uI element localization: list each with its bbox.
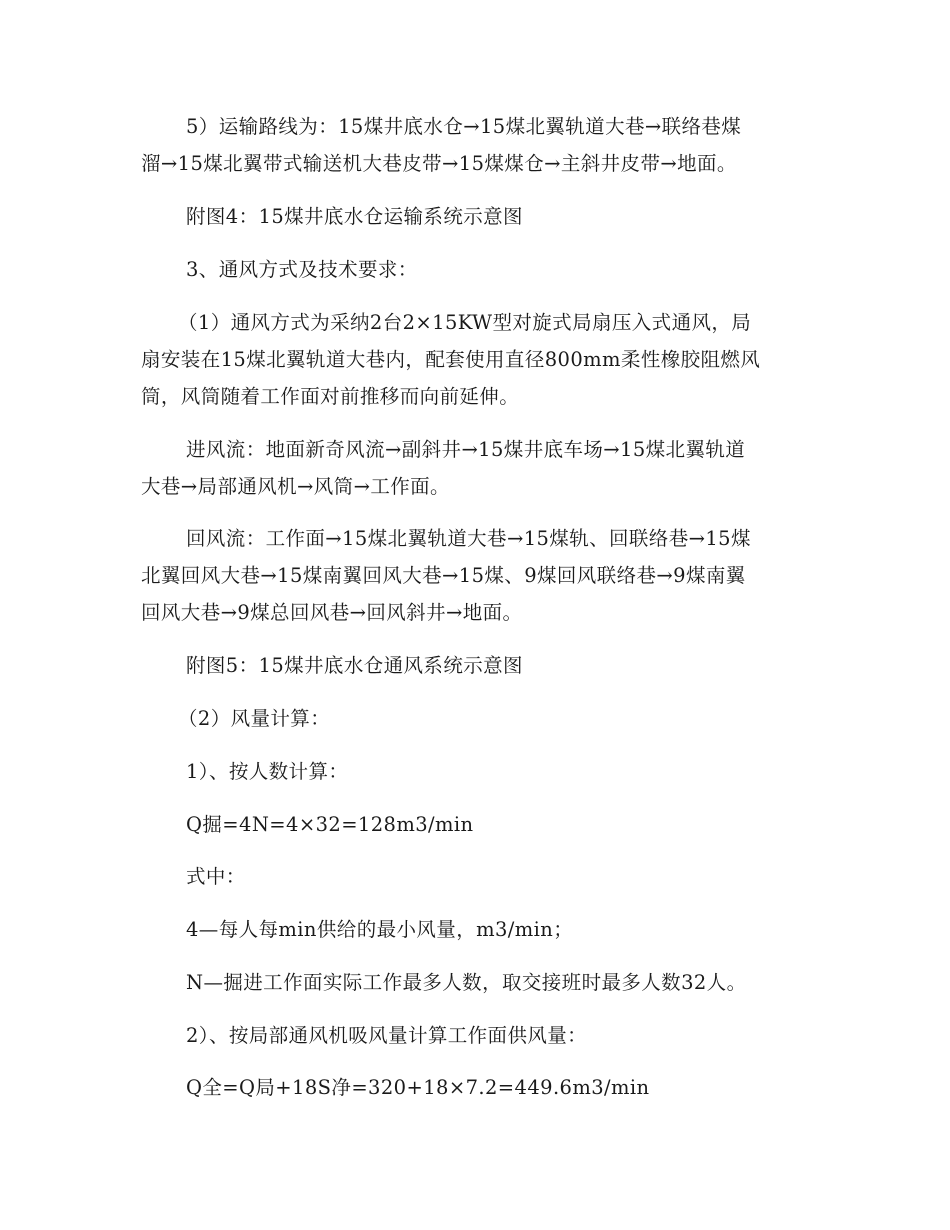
ventilation-method-line-3: 筒，风筒随着工作面对前推移而向前延伸。 <box>141 385 520 408</box>
formula-q-quan: Q全=Q局+18S净=320+18×7.2=449.6m3/min <box>186 1076 650 1099</box>
ventilation-method-line-1: （1）通风方式为采纳2台2×15KW型对旋式局扇压入式通风，局 <box>178 311 752 334</box>
transport-route-line-1: 5）运输路线为：15煤井底水仓→15煤北翼轨道大巷→联络巷煤 <box>186 115 742 138</box>
definition-4: 4—每人每min供给的最小风量，m3/min； <box>186 918 574 941</box>
intake-airflow-line-1: 进风流：地面新奇风流→副斜井→15煤井底车场→15煤北翼轨道 <box>186 438 746 461</box>
calc-by-headcount-heading: 1）、按人数计算： <box>186 760 349 783</box>
where-label: 式中： <box>186 865 246 888</box>
return-airflow-line-1: 回风流：工作面→15煤北翼轨道大巷→15煤轨、回联络巷→15煤 <box>186 527 751 550</box>
return-airflow-line-2: 北翼回风大巷→15煤南翼回风大巷→15煤、9煤回风联络巷→9煤南翼 <box>141 564 746 587</box>
section-3-heading: 3、通风方式及技术要求： <box>186 258 418 281</box>
transport-route-line-2: 溜→15煤北翼带式输送机大巷皮带→15煤煤仓→主斜井皮带→地面。 <box>141 152 737 175</box>
formula-q-jue: Q掘=4N=4×32=128m3/min <box>186 813 474 836</box>
figure-5-caption: 附图5：15煤井底水仓通风系统示意图 <box>186 654 523 677</box>
air-volume-heading: （2）风量计算： <box>178 707 331 730</box>
figure-4-caption: 附图4：15煤井底水仓运输系统示意图 <box>186 205 523 228</box>
ventilation-method-line-2: 扇安装在15煤北翼轨道大巷内，配套使用直径800mm柔性橡胶阻燃风 <box>141 348 761 371</box>
return-airflow-line-3: 回风大巷→9煤总回风巷→回风斜井→地面。 <box>141 601 523 624</box>
definition-n: N—掘进工作面实际工作最多人数，取交接班时最多人数32人。 <box>186 971 747 994</box>
calc-by-fan-heading: 2）、按局部通风机吸风量计算工作面供风量： <box>186 1024 588 1047</box>
intake-airflow-line-2: 大巷→局部通风机→风筒→工作面。 <box>141 475 450 498</box>
